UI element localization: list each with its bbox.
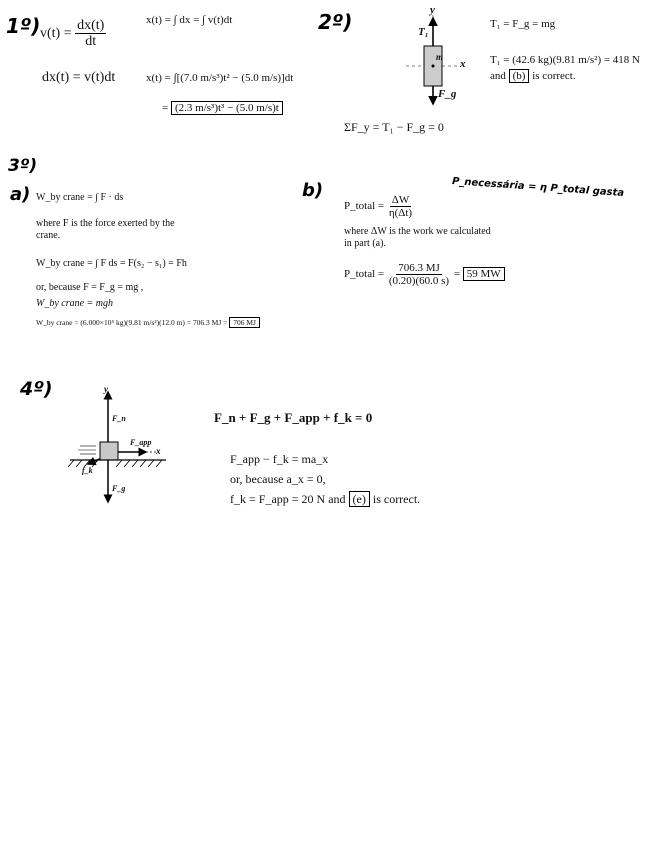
diagram-x-pos-label: x [460, 58, 466, 70]
handwritten-power-note: P_necessária = η P_total gasta [451, 176, 625, 200]
vector-sum-equation: F_n + F_g + F_app + f_k = 0 [214, 410, 373, 425]
result-equals: = [162, 102, 169, 114]
work-numeric-expression: W_by crane = (6.000×10⁵ kg)(9.81 m/s²)(12.0 m) = 706.3 MJ = [36, 318, 228, 327]
part-b-label: b) [302, 180, 324, 201]
velocity-numerator: dx(t) [77, 18, 105, 33]
power-where-line-2: in part (a). [344, 238, 386, 249]
power-total-formula [344, 194, 414, 219]
result-boxed: (2.3 m/s³)t³ − (5.0 m/s)t [171, 101, 283, 115]
problem-4-label: 4º) [20, 378, 53, 400]
tension-equation: T₁ = F_g = mg [490, 18, 556, 30]
power-numeric-denominator: (0.20)(60.0 s) [388, 275, 450, 288]
answer-suffix: is correct. [532, 70, 576, 82]
diagram4-normal-label: F_n [112, 414, 126, 423]
problem-2-answer [490, 70, 576, 82]
differential-form: dx(t) = v(t)dt [42, 70, 116, 85]
sum-of-forces: ΣF_y = T₁ − F_g = 0 [344, 120, 444, 134]
velocity-definition [40, 18, 106, 50]
integral-result [162, 102, 283, 114]
answer4-boxed: (e) [349, 491, 370, 507]
work-mgh: W_by crane = mgh [36, 298, 114, 309]
diagram-mass-label: m [436, 52, 444, 62]
power-boxed-result: 59 MW [463, 267, 505, 281]
velocity-fraction [75, 18, 106, 50]
answer4-suffix: is correct. [372, 492, 421, 506]
power-numeric-equals: = [453, 268, 461, 281]
power-lhs: P_total = [344, 200, 385, 213]
x-component-equation: F_app − f_k = ma_x [230, 452, 329, 466]
power-fraction [387, 194, 414, 219]
diagram4-friction-label: f_k [82, 466, 93, 475]
power-where-line: where ΔW is the work we calculated [344, 226, 491, 237]
work-boxed-result: 706 MJ [229, 317, 260, 328]
power-numerator: ΔW [391, 194, 410, 206]
crate-block [100, 442, 118, 460]
problem-2-label: 2º) [318, 10, 353, 34]
work-because: or, because F = F_g = mg , [36, 282, 144, 293]
part-a-label: a) [10, 184, 31, 205]
power-numeric-numerator: 706.3 MJ [398, 262, 440, 274]
velocity-lhs: v(t) = [40, 26, 72, 42]
problem-4-answer [230, 492, 420, 507]
diagram4-applied-label: F_app [130, 438, 152, 447]
work-where-line-2: crane. [36, 230, 61, 241]
answer-prefix: and [490, 70, 506, 82]
diagram4-y-label: y [104, 384, 108, 394]
problem-1-label: 1º) [6, 14, 41, 38]
center-dot [432, 65, 435, 68]
friction-equation: f_k = F_app = 20 N and [230, 492, 346, 506]
diagram-gravity-label: F_g [438, 88, 457, 100]
acceleration-condition: or, because a_x = 0, [230, 472, 326, 486]
motion-lines [78, 446, 96, 454]
integral-line-1: x(t) = ∫ dx = ∫ v(t)dt [146, 14, 233, 26]
diagram4-x-label: x [156, 446, 161, 456]
diagram-y-label: y [430, 4, 435, 16]
problem-3-label: 3º) [8, 156, 38, 176]
power-numeric [344, 262, 505, 287]
work-expanded: W_by crane = ∫ F ds = F(s₂ − s₁) = Fh [36, 258, 187, 269]
power-numeric-fraction [387, 262, 451, 287]
integral-line-2: x(t) = ∫[(7.0 m/s³)t² − (5.0 m/s)]dt [146, 72, 294, 84]
velocity-denominator: dt [85, 34, 97, 50]
diagram4-gravity-label: F_g [112, 484, 126, 493]
work-numeric [36, 318, 260, 327]
power-denominator: η(Δt) [388, 207, 413, 220]
answer-boxed: (b) [509, 69, 530, 83]
power-numeric-lhs: P_total = [344, 268, 385, 281]
work-definition: W_by crane = ∫ F · ds [36, 192, 124, 203]
diagram-tension-label: T₁ [418, 26, 429, 38]
work-where-line: where F is the force exerted by the [36, 218, 175, 229]
tension-value: T₁ = (42.6 kg)(9.81 m/s²) = 418 N [490, 54, 640, 66]
